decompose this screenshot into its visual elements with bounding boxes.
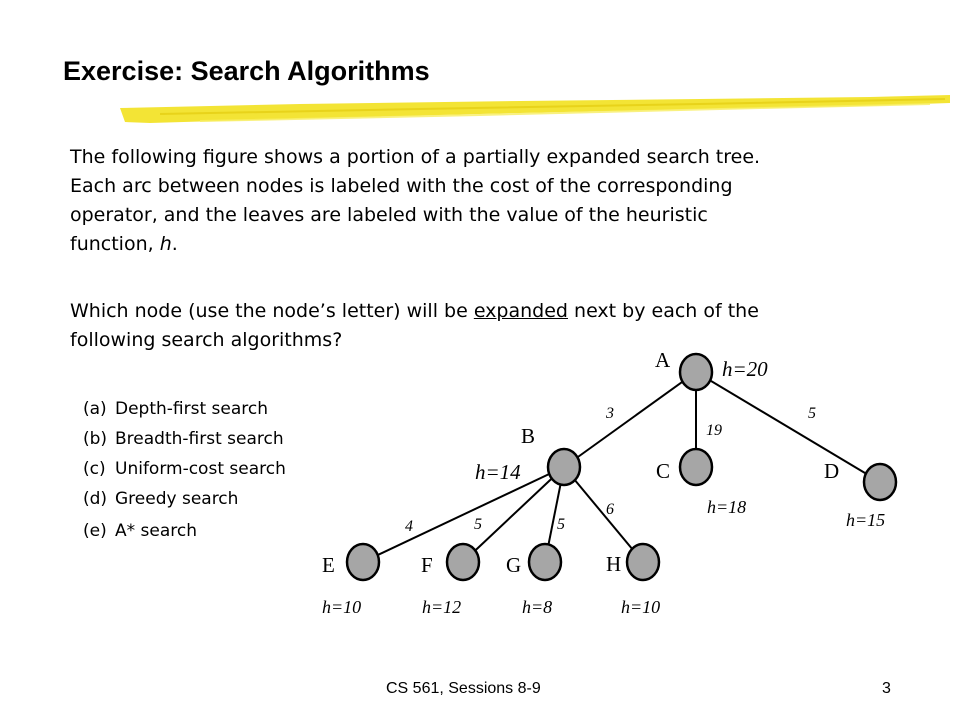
intro-line-text: function, [70,233,160,255]
edge-a-d [696,372,880,482]
option-label: Greedy search [115,489,239,509]
heuristic-c: h=18 [707,497,747,517]
node-h [627,544,659,580]
footer-text: CS 561, Sessions 8-9 [386,680,541,697]
heuristic-h: h=10 [621,597,661,617]
intro-line: Each arc between nodes is labeled with the cost of the corresponding [70,175,733,197]
intro-line-end: . [171,233,178,255]
option-key: (c) [83,459,106,479]
heuristic-symbol: h [159,233,172,255]
option-key: (e) [83,521,107,541]
heuristic-g: h=8 [522,597,553,617]
option-label: A* search [115,521,198,541]
edge-cost-b-h: 6 [606,501,614,518]
edge-cost-b-g: 5 [557,516,565,533]
edge-cost-b-e: 4 [405,518,413,535]
node-f [447,544,479,580]
node-letter-c: C [656,459,671,483]
node-d [864,464,896,500]
option-key: (b) [83,429,108,449]
heuristic-f: h=12 [422,597,462,617]
intro-line: The following figure shows a portion of a partially expanded search tree. [70,146,761,168]
node-letter-h: H [606,552,622,576]
option-key: (a) [83,399,107,419]
edge-cost-a-c: 19 [706,422,722,439]
edge-a-b [564,372,696,467]
node-c [680,449,712,485]
edge-b-h [564,467,643,562]
node-letter-a: A [655,348,671,372]
node-a [680,354,712,390]
option-label: Breadth-first search [115,429,284,449]
slide-title: Exercise: Search Algorithms [63,56,430,86]
edge-cost-a-d: 5 [808,405,816,422]
node-letter-f: F [421,553,433,577]
question-underlined: expanded [473,300,568,322]
heuristic-e: h=10 [322,597,362,617]
option-label: Depth-first search [115,399,269,419]
node-g [529,544,561,580]
question-line: following search algorithms? [70,329,343,351]
node-e [347,544,379,580]
intro-line: operator, and the leaves are labeled with the value of the heuristic [70,204,708,226]
node-b [548,449,580,485]
node-letter-g: G [506,553,522,577]
edge-cost-b-f: 5 [474,516,482,533]
option-label: Uniform-cost search [115,459,286,479]
heuristic-a: h=20 [722,357,768,381]
heuristic-d: h=15 [846,510,886,530]
heuristic-b: h=14 [475,460,521,484]
question-pre: Which node (use the node’s letter) will be [70,300,474,322]
option-key: (d) [83,489,108,509]
node-letter-d: D [824,459,840,483]
node-letter-e: E [322,553,335,577]
question-post: next by each of the [567,300,759,322]
page-number: 3 [882,680,891,697]
edge-cost-a-b: 3 [606,405,614,422]
node-letter-b: B [521,424,536,448]
